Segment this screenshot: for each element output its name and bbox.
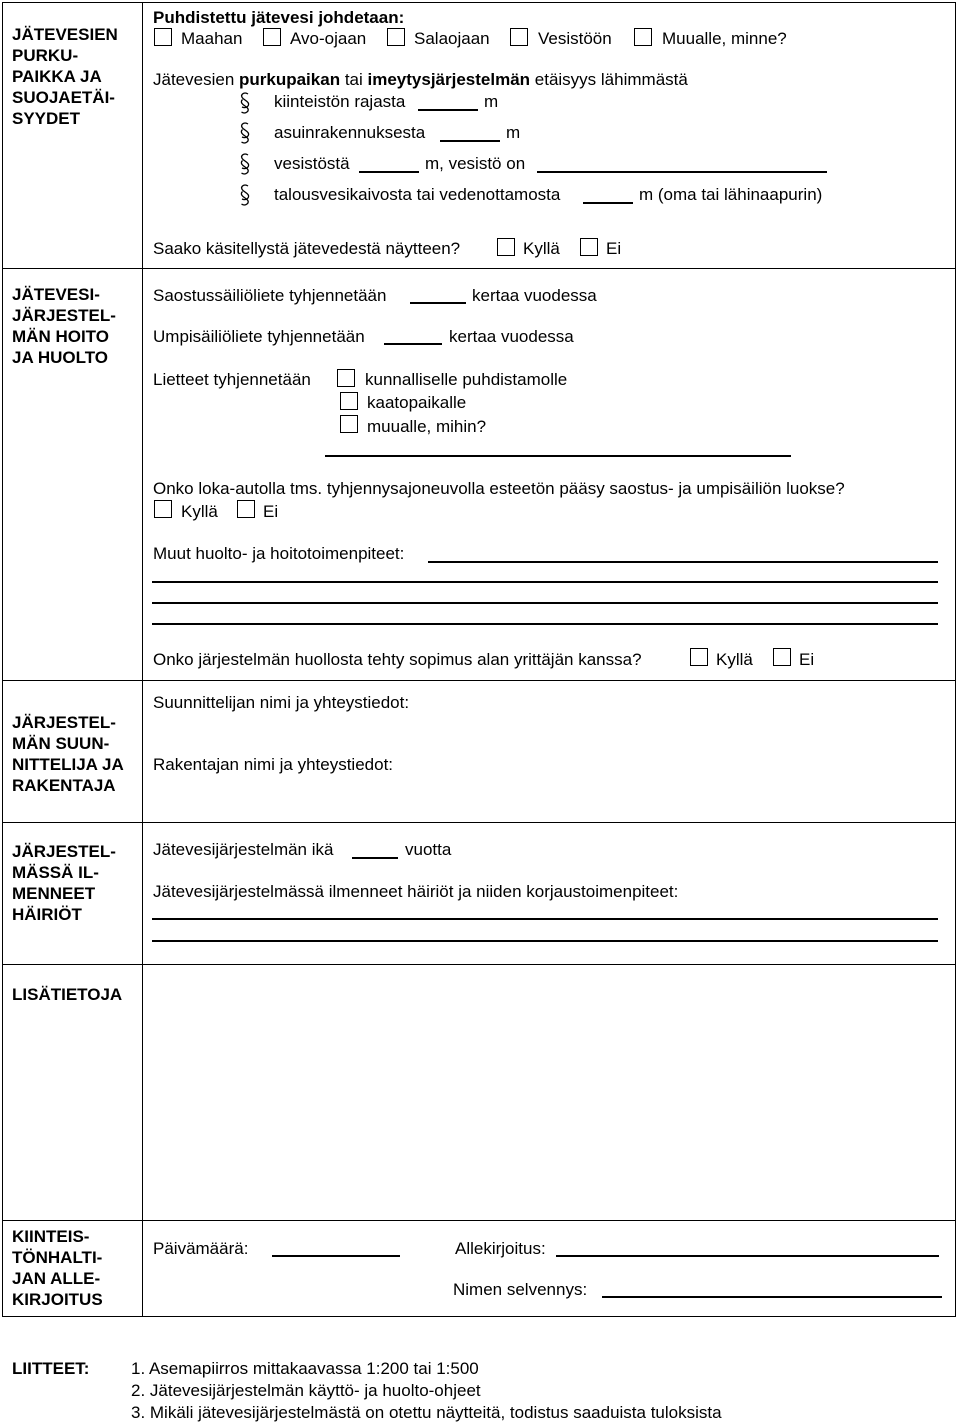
sludge-elsewhere-field[interactable] [325, 455, 791, 457]
attachment-item: 1. Asemapiirros mittakaavassa 1:200 tai 1:500 [131, 1359, 479, 1378]
section-title-faults: JÄRJESTEL- MÄSSÄ IL- MENNEET HÄIRIÖT [12, 842, 116, 924]
distance-property-field[interactable] [418, 109, 478, 111]
table-border-left [2, 2, 3, 1316]
sludge-option-label: kunnalliselle puhdistamolle [365, 370, 568, 389]
distance-property-label: kiinteistön rajasta [274, 92, 406, 111]
column-divider [142, 2, 143, 1316]
checkbox-municipal-plant[interactable] [337, 369, 355, 387]
distance-intro [153, 71, 688, 88]
checkbox-landfill[interactable] [340, 392, 358, 410]
option-label: Salaojaan [414, 29, 490, 48]
attachment-item: 3. Mikäli jätevesijärjestelmästä on otettu näytteitä, todistus saaduista tuloksista [131, 1403, 722, 1422]
attachments-label: LIITTEET: [12, 1359, 90, 1378]
section-title-additional-info: LISÄTIETOJA [12, 985, 123, 1004]
septic-post: kertaa vuodessa [472, 286, 597, 305]
faults-line[interactable] [152, 940, 938, 942]
section-sign-icon [238, 183, 252, 207]
checkbox-contract-no[interactable] [773, 648, 791, 666]
system-age-label: Jätevesijärjestelmän ikä [153, 840, 334, 859]
system-age-post: vuotta [405, 840, 452, 859]
checkbox-sample-yes[interactable] [497, 238, 515, 256]
sludge-option-label: kaatopaikalle [367, 393, 467, 412]
yes-label: Kyllä [523, 239, 560, 258]
unit-label: m [506, 123, 521, 142]
designer-label: Suunnittelijan nimi ja yhteystiedot: [153, 693, 410, 712]
yes-label: Kyllä [181, 502, 218, 521]
closed-tank-label: Umpisäiliöliete tyhjennetään [153, 327, 365, 346]
section-title-discharge: JÄTEVESIEN PURKU- PAIKKA JA SUOJAETÄI- SYYDET [12, 25, 118, 128]
septic-label: Saostussäiliöliete tyhjennetään [153, 286, 387, 305]
checkbox-contract-yes[interactable] [690, 648, 708, 666]
date-field[interactable] [272, 1255, 400, 1257]
checkbox-elsewhere-sludge[interactable] [340, 415, 358, 433]
distance-well-post: m (oma tai lähinaapurin) [639, 185, 823, 204]
other-maintenance-line[interactable] [152, 602, 938, 604]
checkbox-sample-no[interactable] [580, 238, 598, 256]
distance-intro-text: etäisyys lähimmästä [530, 70, 688, 89]
checkbox-access-yes[interactable] [154, 500, 172, 518]
section-title-maintenance: JÄTEVESI- JÄRJESTEL- MÄN HOITO JA HUOLTO [12, 285, 116, 367]
checkbox-waterbody[interactable] [510, 28, 528, 46]
table-border-right [955, 2, 956, 1316]
system-age-field[interactable] [352, 857, 398, 859]
yes-label: Kyllä [716, 650, 753, 669]
waterbody-name-field[interactable] [537, 171, 827, 173]
septic-frequency-field[interactable] [410, 302, 466, 304]
discharge-heading: Puhdistettu jätevesi johdetaan: [153, 8, 405, 27]
name-clarification-field[interactable] [602, 1296, 942, 1298]
other-maintenance-line[interactable] [152, 581, 938, 583]
section-sign-icon [238, 152, 252, 176]
signature-label: Allekirjoitus: [455, 1239, 546, 1258]
sludge-label: Lietteet tyhjennetään [153, 370, 311, 389]
row-divider [2, 822, 956, 823]
other-maintenance-label: Muut huolto- ja hoitotoimenpiteet: [153, 544, 405, 563]
other-maintenance-field[interactable] [428, 561, 938, 563]
unit-label: m [484, 92, 499, 111]
row-divider [2, 964, 956, 965]
checkbox-drain[interactable] [387, 28, 405, 46]
row-divider [2, 268, 956, 269]
sludge-option-label: muualle, mihin? [367, 417, 487, 436]
no-label: Ei [263, 502, 279, 521]
row-divider [2, 1316, 956, 1317]
section-sign-icon [238, 91, 252, 115]
signature-field[interactable] [556, 1255, 939, 1257]
no-label: Ei [799, 650, 815, 669]
distance-water-mid: m, vesistö on [425, 154, 526, 173]
distance-building-label: asuinrakennuksesta [274, 123, 426, 142]
distance-water-field[interactable] [359, 171, 419, 173]
faults-label: Jätevesijärjestelmässä ilmenneet häiriöt ja niiden korjaustoimenpiteet: [153, 882, 679, 901]
distance-intro-text: Jätevesien [153, 70, 239, 89]
checkbox-ditch[interactable] [263, 28, 281, 46]
row-divider [2, 1220, 956, 1221]
attachment-item: 2. Jätevesijärjestelmän käyttö- ja huolto-ohjeet [131, 1381, 481, 1400]
option-label: Avo-ojaan [290, 29, 367, 48]
date-label: Päivämäärä: [153, 1239, 249, 1258]
option-label: Vesistöön [538, 29, 612, 48]
distance-intro-bold: imeytysjärjestelmän [367, 70, 531, 89]
closed-tank-post: kertaa vuodessa [449, 327, 574, 346]
checkbox-access-no[interactable] [237, 500, 255, 518]
checkbox-elsewhere[interactable] [634, 28, 652, 46]
section-title-designer: JÄRJESTEL- MÄN SUUN- NITTELIJA JA RAKENTAJA [12, 713, 124, 795]
closed-tank-frequency-field[interactable] [384, 343, 442, 345]
sample-question: Saako käsitellystä jätevedestä näytteen? [153, 239, 461, 258]
access-question: Onko loka-autolla tms. tyhjennysajoneuvolla esteetön pääsy saostus- ja umpisäiliön luokse? [153, 479, 845, 498]
option-label: Muualle, minne? [662, 29, 787, 48]
distance-water-label: vesistöstä [274, 154, 350, 173]
section-title-signature: KIINTEIS- TÖNHALTI- JAN ALLE- KIRJOITUS [12, 1227, 103, 1309]
other-maintenance-line[interactable] [152, 623, 938, 625]
section-sign-icon [238, 121, 252, 145]
builder-label: Rakentajan nimi ja yhteystiedot: [153, 755, 394, 774]
row-divider [2, 2, 956, 3]
distance-well-label: talousvesikaivosta tai vedenottamosta [274, 185, 561, 204]
option-label: Maahan [181, 29, 243, 48]
row-divider [2, 680, 956, 681]
distance-well-field[interactable] [583, 202, 633, 204]
contract-question: Onko järjestelmän huollosta tehty sopimus alan yrittäjän kanssa? [153, 650, 642, 669]
distance-intro-bold: purkupaikan [239, 70, 341, 89]
distance-intro-text: tai [340, 70, 368, 89]
checkbox-ground[interactable] [154, 28, 172, 46]
no-label: Ei [606, 239, 622, 258]
name-clarification-label: Nimen selvennys: [453, 1280, 588, 1299]
distance-building-field[interactable] [440, 140, 500, 142]
faults-line[interactable] [152, 918, 938, 920]
